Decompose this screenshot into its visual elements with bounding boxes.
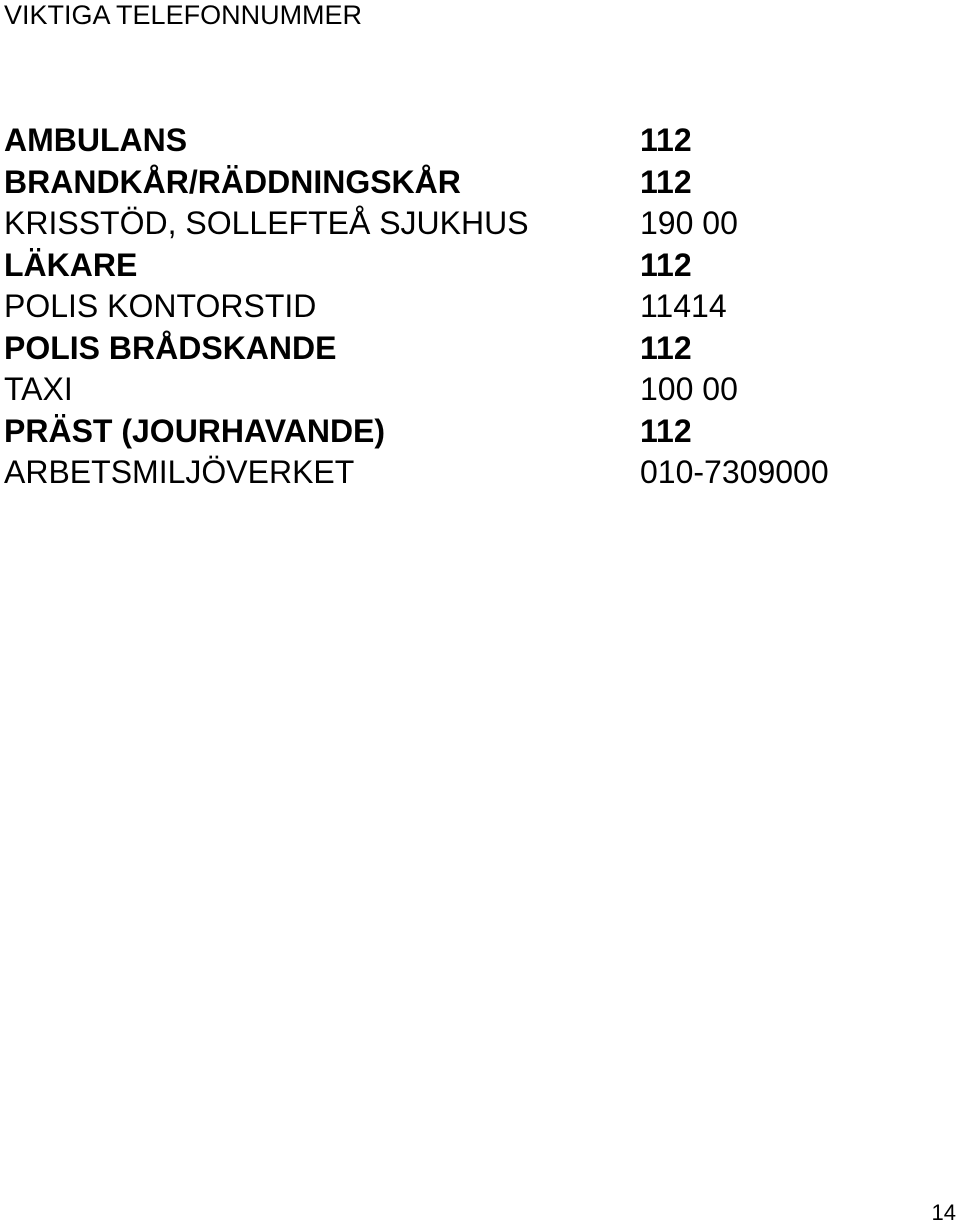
entry-name: TAXI: [4, 371, 73, 407]
phone-entry-lakare: [4, 245, 904, 287]
entry-name: KRISSTÖD, SOLLEFTEÅ SJUKHUS: [4, 205, 529, 241]
entry-number: 112: [640, 412, 692, 449]
entry-number: 112: [640, 329, 692, 366]
entry-number: 100 00: [640, 371, 738, 407]
phone-entry-prast: [4, 411, 904, 453]
entry-number: 112: [640, 163, 692, 200]
entry-name: AMBULANS: [4, 122, 188, 158]
entry-number: 112: [640, 122, 692, 158]
entry-name: POLIS BRÅDSKANDE: [4, 329, 337, 366]
entry-number: 112: [640, 246, 692, 283]
page-title: VIKTIGA TELEFONNUMMER: [4, 0, 363, 30]
entry-name: POLIS KONTORSTID: [4, 288, 317, 324]
phone-entry-taxi: [4, 369, 904, 411]
entry-number: 190 00: [640, 205, 738, 241]
phone-entry-ambulans: [4, 120, 904, 162]
phone-entry-polis-kontorstid: [4, 286, 904, 328]
phone-entry-arbetsmiljoverket: [4, 452, 904, 494]
entry-name: PRÄST (JOURHAVANDE): [4, 412, 386, 449]
phone-entry-polis-bradskande: [4, 328, 904, 370]
entry-number: 11414: [640, 288, 727, 324]
page-number: 14: [931, 1200, 956, 1225]
entry-name: ARBETSMILJÖVERKET: [4, 454, 355, 490]
phone-entry-brandkar: [4, 162, 904, 204]
entry-name: LÄKARE: [4, 246, 138, 283]
entry-number: 010-7309000: [640, 454, 829, 490]
phone-entry-krisstod: [4, 203, 904, 245]
entry-name: BRANDKÅR/RÄDDNINGSKÅR: [4, 163, 461, 200]
phone-number-list: [4, 120, 904, 494]
